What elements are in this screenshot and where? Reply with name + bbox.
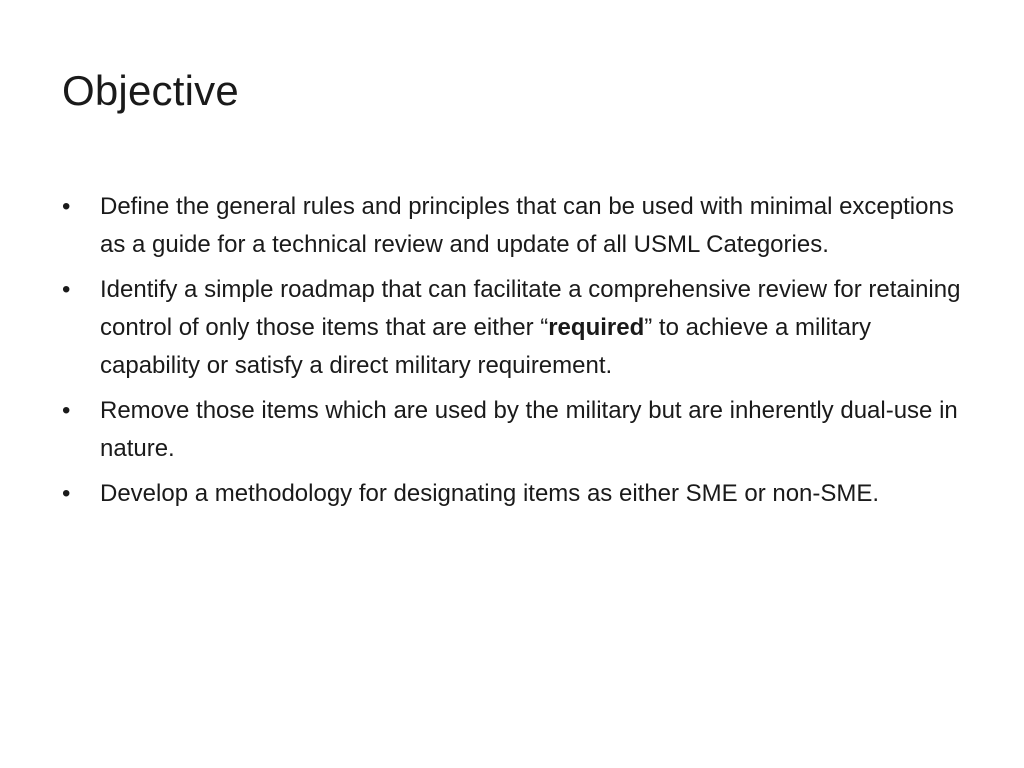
- bullet-text: Remove those items which are used by the military but are inherently dual-use in nature.: [100, 397, 958, 462]
- bullet-icon: •: [62, 193, 71, 220]
- bullet-icon: •: [62, 480, 71, 507]
- bullet-text-segment: Identify a simple roadmap that can facilitate a comprehensive review for retaining control of only those items that are either “: [100, 276, 961, 341]
- bullet-list: [62, 188, 962, 520]
- emphasized-word: required: [548, 314, 645, 341]
- bullet-text-segment: ” to achieve a military capability or satisfy a direct military requirement.: [100, 314, 871, 379]
- bullet-text: Define the general rules and principles that can be used with minimal exceptions as a guide for a technical review and update of all USML Categories.: [100, 193, 954, 258]
- slide-title: Objective: [62, 67, 239, 114]
- bullet-text: [100, 271, 962, 385]
- bullet-text: Develop a methodology for designating items as either SME or non-SME.: [100, 480, 880, 507]
- bullet-icon: •: [62, 276, 71, 303]
- bullet-item: [62, 271, 962, 385]
- bullet-item: [62, 188, 962, 264]
- bullet-item: [62, 475, 962, 513]
- bullet-icon: •: [62, 397, 71, 424]
- bullet-item: [62, 392, 962, 468]
